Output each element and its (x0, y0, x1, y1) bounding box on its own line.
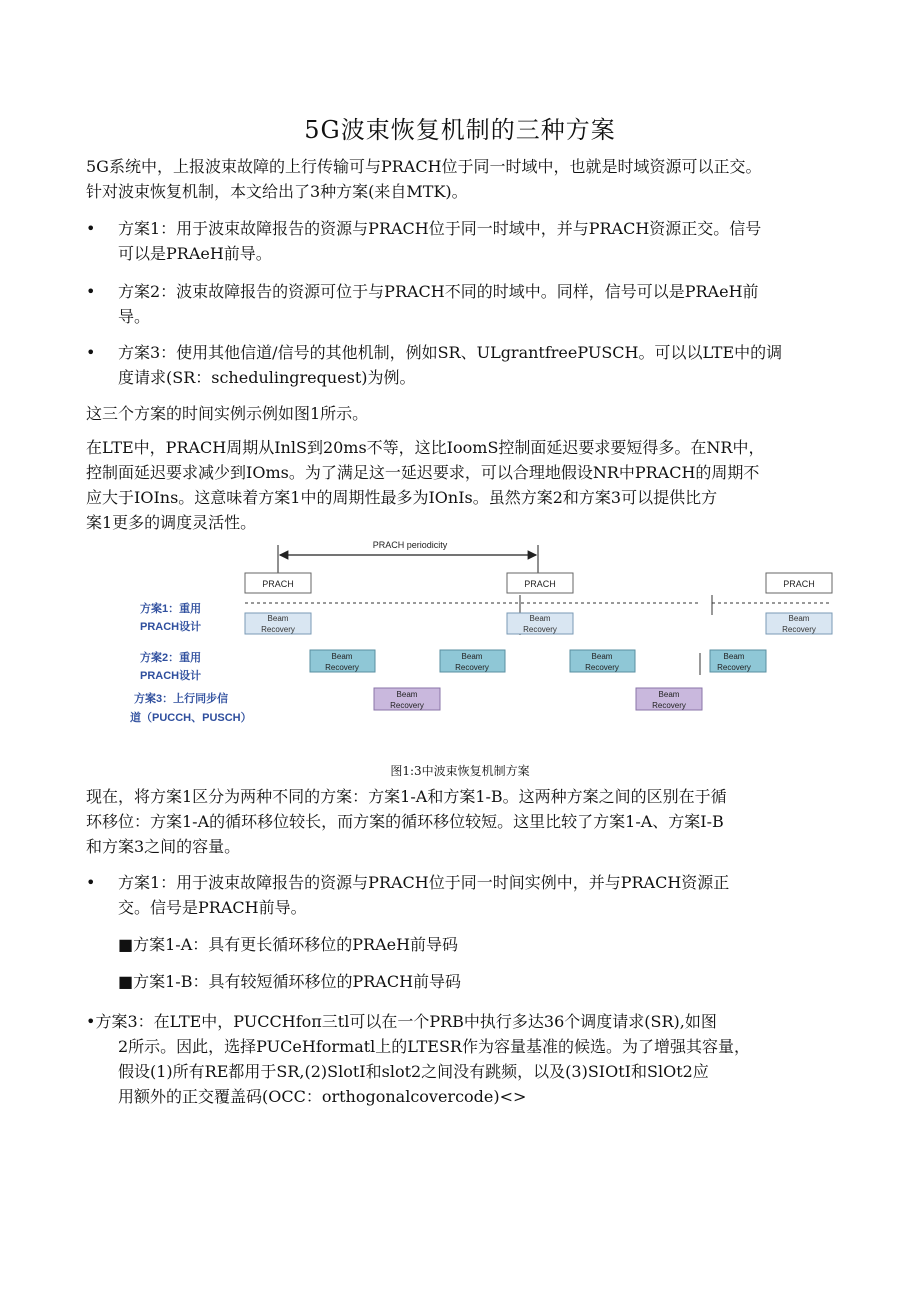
figure-caption: 图1:3中波束恢复机制方案 (390, 764, 530, 778)
prach-box (766, 573, 832, 593)
scheme-3-detail-paragraph (86, 1009, 846, 1109)
beam-recovery-box (636, 688, 702, 710)
scheme-3-detail-line-1: •方案3：在LTE中，PUCCHfoπ三tl可以在一个PRB中执行多达36个调度请求(SR),如图 (86, 1012, 717, 1031)
svg-text:Recovery: Recovery (261, 625, 295, 634)
svg-text:Recovery: Recovery (652, 701, 686, 710)
beam-recovery-box (507, 613, 573, 634)
beam-recovery-figure (0, 535, 920, 735)
lte-line-4: 案1更多的调度灵活性。 (86, 513, 257, 532)
beam-recovery-box (570, 650, 635, 672)
compare-paragraph (86, 784, 846, 859)
svg-text:Recovery: Recovery (325, 663, 359, 672)
scheme-3-line-1: 方案3：使用其他信道/信号的其他机制，例如SR、ULgrantfreePUSCH。可以以LTE中的调 (118, 343, 783, 362)
beam-recovery-box (766, 613, 832, 634)
svg-text:PRACH: PRACH (783, 579, 815, 589)
svg-text:Beam: Beam (658, 690, 680, 699)
bullet-symbol: • (86, 282, 96, 301)
svg-text:Recovery: Recovery (717, 663, 751, 672)
scheme-2-line-1: 方案2：波束故障报告的资源可位于与PRACH不同的时域中。同样，信号可以是PRAeH前 (118, 282, 759, 301)
sub-item-scheme-1b: ■方案1-B：具有较短循环移位的PRACH前导码 (118, 972, 462, 991)
scheme-1-detail-bullet (118, 870, 846, 920)
bullet-symbol: • (86, 343, 96, 362)
svg-text:Recovery: Recovery (455, 663, 489, 672)
svg-text:Beam: Beam (723, 652, 745, 661)
intro-line-1: 5G系统中，上报波束故障的上行传输可与PRACH位于同一时域中，也就是时域资源可以正交。 (86, 157, 762, 176)
svg-text:Beam: Beam (331, 652, 353, 661)
svg-text:PRACH: PRACH (262, 579, 294, 589)
svg-text:Recovery: Recovery (523, 625, 557, 634)
intro-line-2: 针对波束恢复机制，本文给出了3种方案(来自MTK)。 (86, 182, 468, 201)
scheme-2-bullet (118, 279, 846, 329)
svg-text:Recovery: Recovery (390, 701, 424, 710)
beam-recovery-box (374, 688, 440, 710)
periodicity-label: PRACH periodicity (372, 540, 448, 550)
row1-label-a: 方案1：重用 (140, 603, 202, 615)
svg-text:Beam: Beam (461, 652, 483, 661)
svg-text:Recovery: Recovery (585, 663, 619, 672)
scheme-3-bullet (118, 340, 846, 390)
scheme-1-bullet (118, 216, 846, 266)
lte-line-2: 控制面延迟要求减少到IOms。为了满足这一延迟要求，可以合理地假设NR中PRACH的周期不 (86, 463, 760, 482)
compare-line-3: 和方案3之间的容量。 (86, 837, 241, 856)
prach-box (507, 573, 573, 593)
row2-label-b: PRACH设计 (140, 670, 202, 682)
sub-item-scheme-1a: ■方案1-A：具有更长循环移位的PRAeH前导码 (118, 935, 459, 954)
page-title: 5G波束恢复机制的三种方案 (304, 116, 616, 144)
svg-text:Recovery: Recovery (782, 625, 816, 634)
scheme-3-line-2: 度请求(SR：schedulingrequest)为例。 (118, 368, 416, 387)
scheme-1-detail-line-1: 方案1：用于波束故障报告的资源与PRACH位于同一时间实例中，并与PRACH资源正 (118, 873, 730, 892)
scheme-1-line-1: 方案1：用于波束故障报告的资源与PRACH位于同一时域中，并与PRACH资源正交。信号 (118, 219, 762, 238)
row3-label-b: 道（PUCCH、PUSCH） (130, 712, 252, 724)
intro-paragraph (86, 154, 846, 204)
svg-text:Beam: Beam (788, 614, 810, 623)
row1-label-b: PRACH设计 (140, 621, 202, 633)
svg-text:PRACH: PRACH (524, 579, 556, 589)
scheme-3-detail-line-3: 假设(1)所有RE都用于SR,(2)SlotI和slot2之间没有跳频，以及(3)SIOtI和SlOt2应 (118, 1062, 709, 1081)
bullet-symbol: • (86, 219, 96, 238)
scheme-3-detail-line-2: 2所示。因此，选择PUCeHformatl上的LTESR作为容量基准的候选。为了增强其容量， (118, 1037, 750, 1056)
svg-text:Beam: Beam (267, 614, 289, 623)
beam-recovery-box (310, 650, 375, 672)
lte-line-1: 在LTE中，PRACH周期从InlS到20ms不等，这比IoomS控制面延迟要求要短得多。在NR中， (86, 438, 765, 457)
scheme-1-line-2: 可以是PRAeH前导。 (118, 244, 272, 263)
svg-text:Beam: Beam (529, 614, 551, 623)
row2-label-a: 方案2：重用 (140, 652, 202, 664)
beam-recovery-box (245, 613, 311, 634)
scheme-2-line-2: 导。 (118, 307, 151, 326)
beam-recovery-box (440, 650, 505, 672)
compare-line-1: 现在，将方案1区分为两种不同的方案：方案1-A和方案1-B。这两种方案之间的区别在于循 (86, 787, 727, 806)
lte-line-3: 应大于IOIns。这意味着方案1中的周期性最多为IOnIs。虽然方案2和方案3可以提供比方 (86, 488, 718, 507)
scheme-3-detail-line-4: 用额外的正交覆盖码(OCC：orthogonalcovercode)<> (118, 1087, 527, 1106)
lte-paragraph (86, 435, 846, 535)
scheme-1-detail-line-2: 交。信号是PRACH前导。 (118, 898, 307, 917)
bullet-symbol: • (86, 873, 96, 892)
beam-recovery-box (710, 650, 766, 672)
example-note: 这三个方案的时间实例示例如图1所示。 (86, 404, 369, 423)
compare-line-2: 环移位：方案1-A的循环移位较长，而方案的循环移位较短。这里比较了方案1-A、方案I-B (86, 812, 724, 831)
svg-text:Beam: Beam (591, 652, 613, 661)
prach-box (245, 573, 311, 593)
row3-label-a: 方案3：上行同步信 (134, 693, 229, 705)
svg-text:Beam: Beam (396, 690, 418, 699)
